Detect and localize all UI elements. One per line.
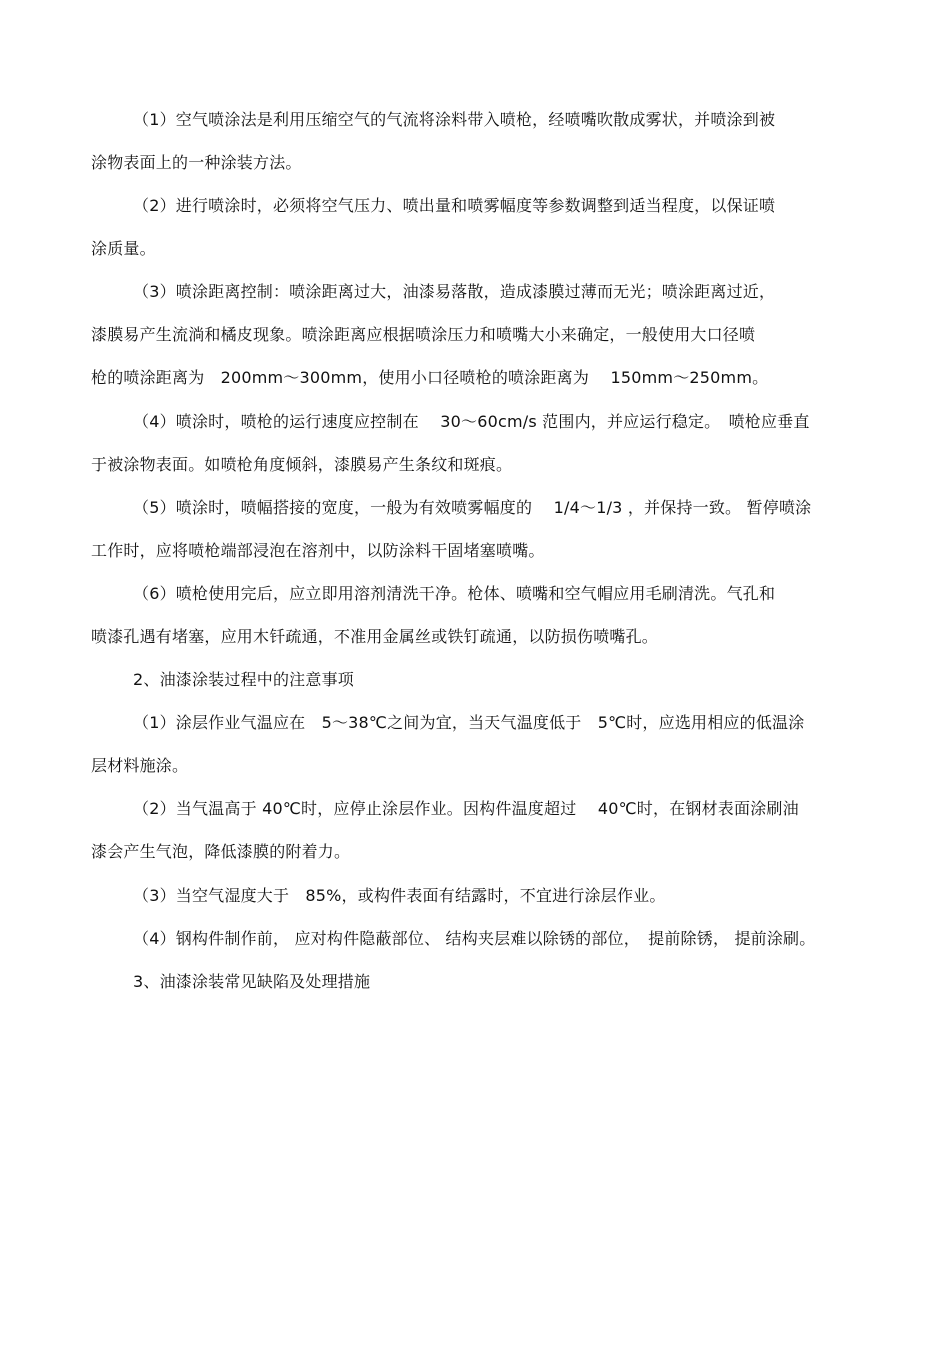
section-heading-2: 2、油漆涂装过程中的注意事项 [133, 670, 354, 689]
paragraph-4-line-1: （4）喷涂时，喷枪的运行速度应控制在 30～60cm/s 范围内，并应运行稳定。 喷枪应垂直 [133, 412, 810, 431]
paragraph-8-line-2: 漆会产生气泡，降低漆膜的附着力。 [91, 842, 351, 861]
paragraph-7-line-2: 层材料施涂。 [91, 756, 189, 775]
paragraph-5-line-1: （5）喷涂时，喷幅搭接的宽度，一般为有效喷雾幅度的 1/4～1/3 ，并保持一致。 暂停喷涂 [133, 498, 812, 517]
paragraph-2-line-2: 涂质量。 [91, 239, 156, 258]
paragraph-7-line-1: （1）涂层作业气温应在 5～38℃之间为宜，当天气温度低于 5℃时，应选用相应的低温涂 [133, 713, 805, 732]
paragraph-8-line-1: （2）当气温高于 40℃时，应停止涂层作业。因构件温度超过 40℃时，在钢材表面涂刷油 [133, 799, 799, 818]
paragraph-1-line-2: 涂物表面上的一种涂装方法。 [91, 153, 302, 172]
paragraph-5-line-2: 工作时，应将喷枪端部浸泡在溶剂中，以防涂料干固堵塞喷嘴。 [91, 541, 545, 560]
paragraph-6-line-1: （6）喷枪使用完后，应立即用溶剂清洗干净。枪体、喷嘴和空气帽应用毛刷清洗。气孔和 [133, 584, 776, 603]
paragraph-1-line-1: （1）空气喷涂法是利用压缩空气的气流将涂料带入喷枪，经喷嘴吹散成雾状，并喷涂到被 [133, 110, 776, 129]
paragraph-6-line-2: 喷漆孔遇有堵塞，应用木钎疏通，不准用金属丝或铁钉疏通，以防损伤喷嘴孔。 [91, 627, 659, 646]
paragraph-4-line-2: 于被涂物表面。如喷枪角度倾斜，漆膜易产生条纹和斑痕。 [91, 455, 513, 474]
paragraph-10-line-1: （4）钢构件制作前， 应对构件隐蔽部位、 结构夹层难以除锈的部位， 提前除锈， 提前涂刷。 [133, 929, 816, 948]
section-heading-3: 3、油漆涂装常见缺陷及处理措施 [133, 972, 371, 991]
paragraph-3-line-3: 枪的喷涂距离为 200mm～300mm，使用小口径喷枪的喷涂距离为 150mm～250mm。 [91, 368, 769, 387]
paragraph-2-line-1: （2）进行喷涂时，必须将空气压力、喷出量和喷雾幅度等参数调整到适当程度，以保证喷 [133, 196, 776, 215]
paragraph-9-line-1: （3）当空气湿度大于 85%，或构件表面有结露时，不宜进行涂层作业。 [133, 886, 666, 905]
paragraph-3-line-2: 漆膜易产生流淌和橘皮现象。喷涂距离应根据喷涂压力和喷嘴大小来确定，一般使用大口径喷 [91, 325, 756, 344]
paragraph-3-line-1: （3）喷涂距离控制：喷涂距离过大，油漆易落散，造成漆膜过薄而无光；喷涂距离过近， [133, 282, 776, 301]
